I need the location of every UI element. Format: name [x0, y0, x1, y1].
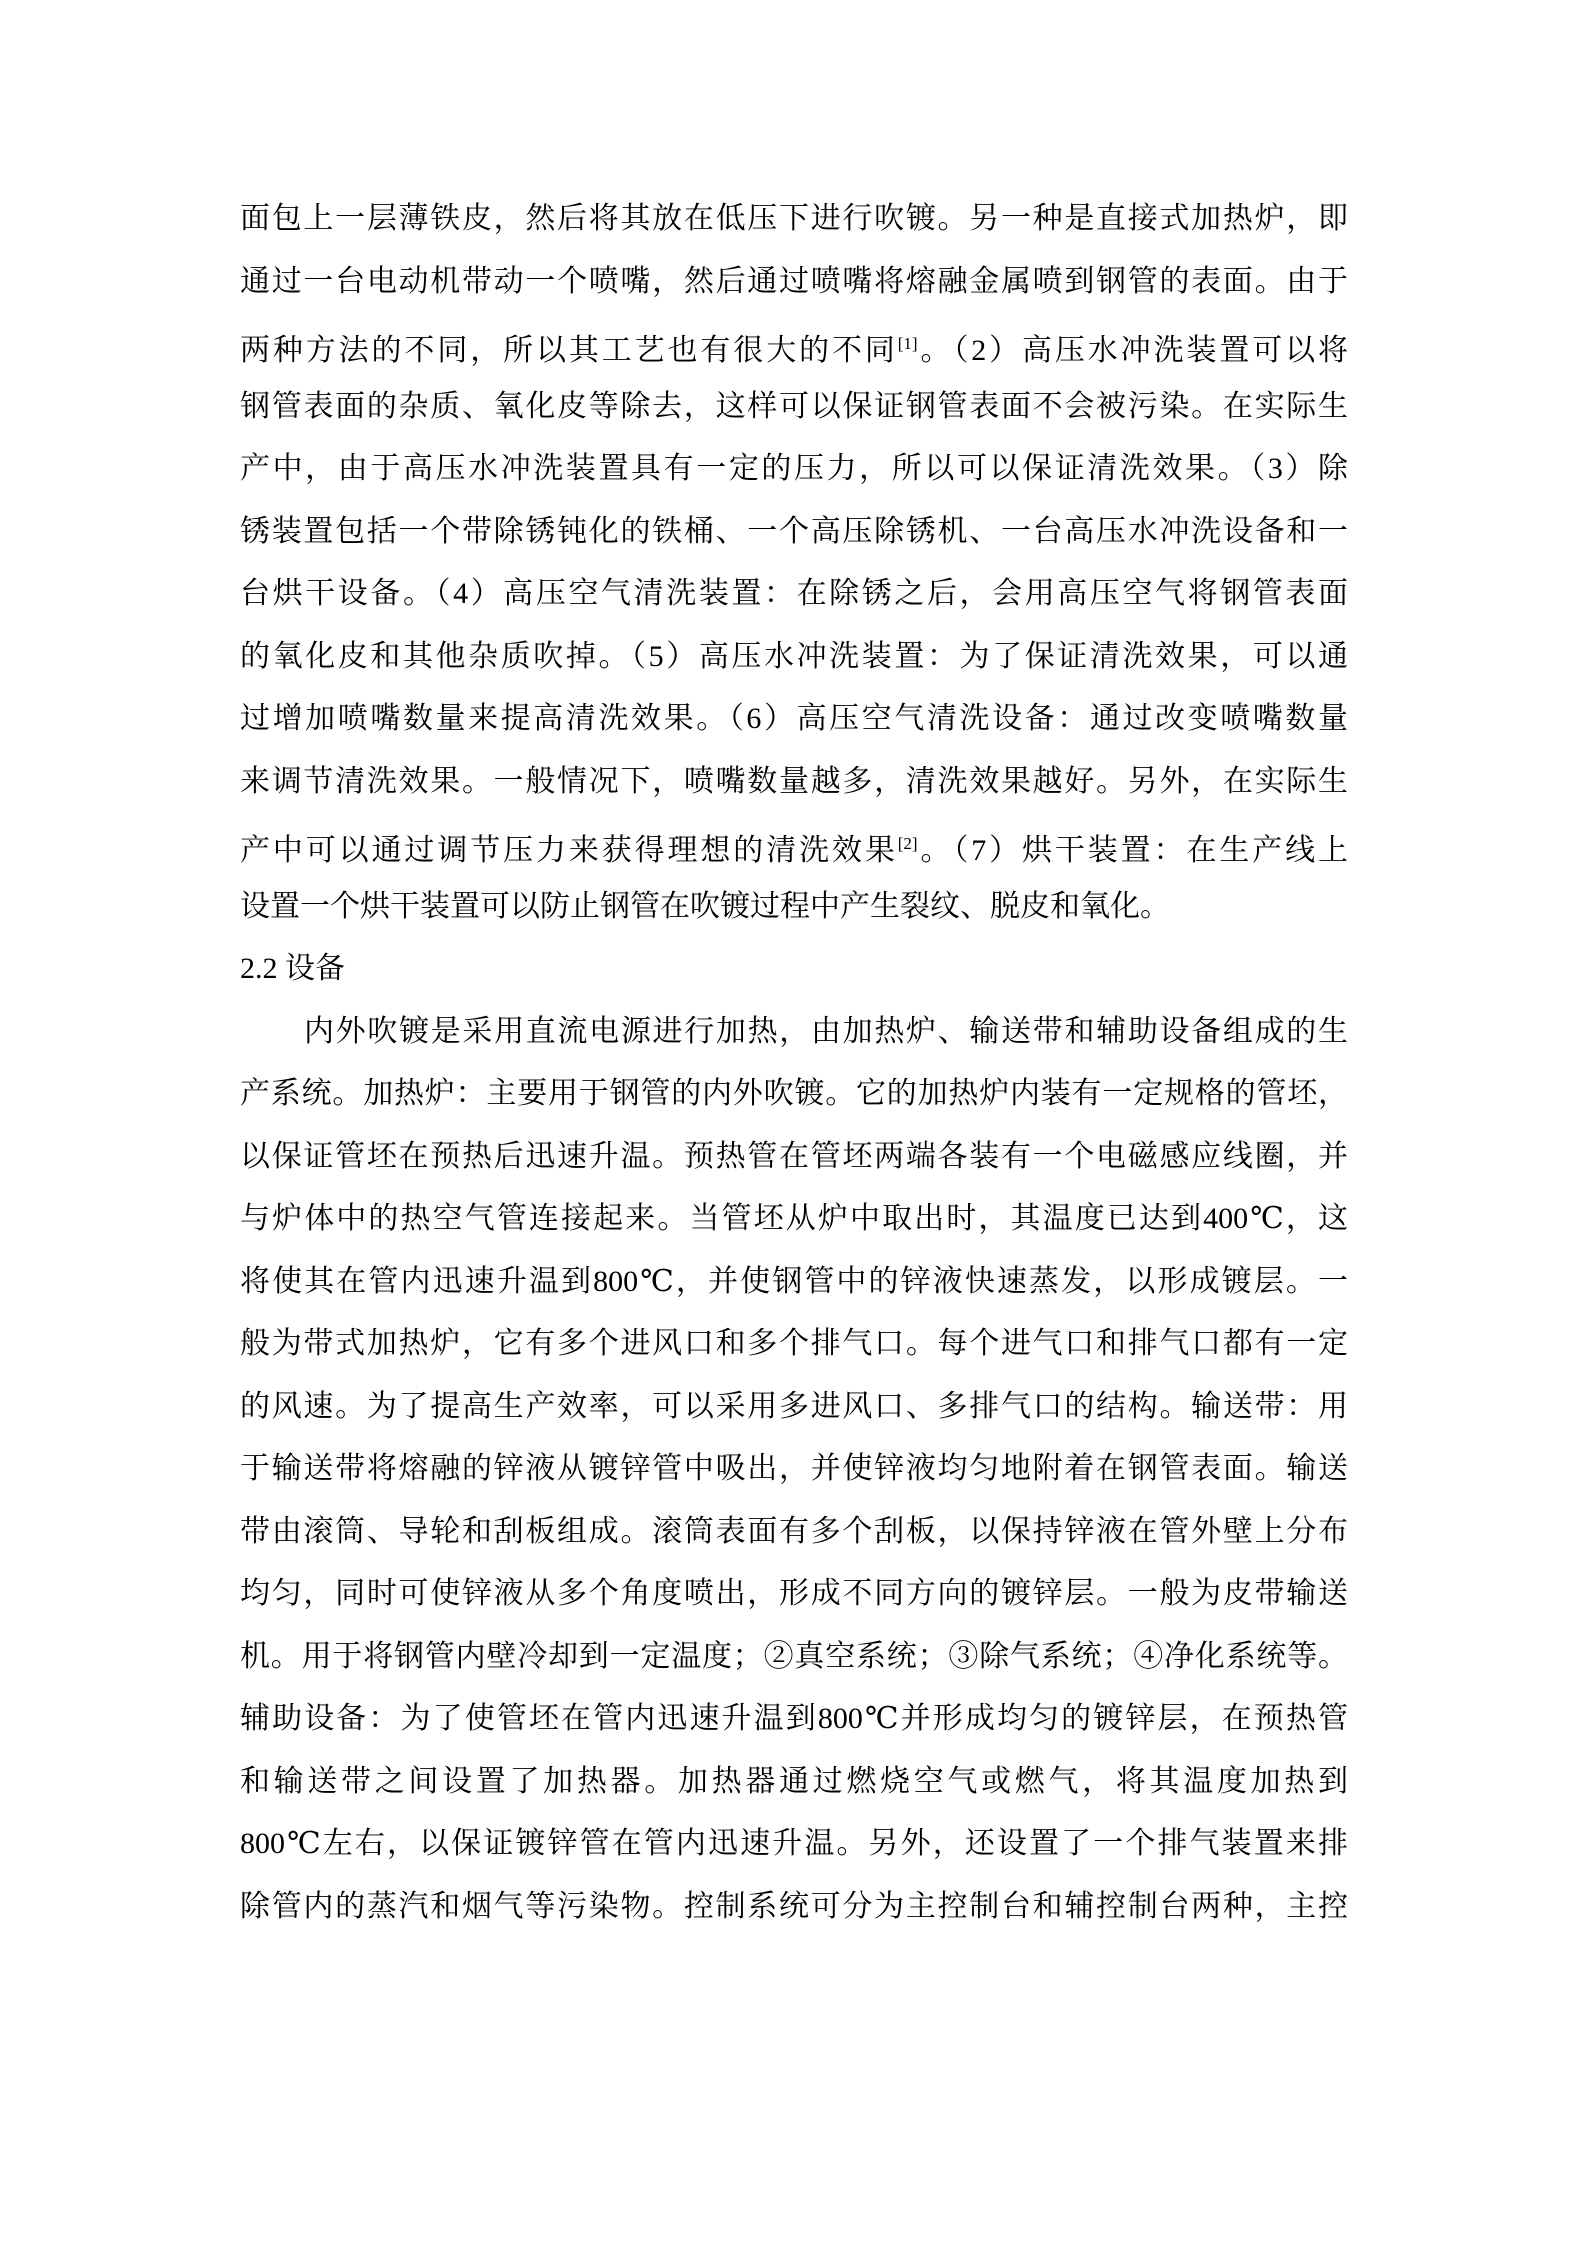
text-line: [240, 688, 1348, 751]
superscript-citation: [2]: [897, 834, 918, 853]
text-line: [240, 1813, 1348, 1876]
text-run: 机。用于将钢管内壁冷却到一定温度；②真空系统；③除气系统；④净化系统等。: [240, 1639, 1348, 1673]
text-run: 2.2 设备: [240, 952, 345, 985]
text-run: 辅助设备：为了使管坯在管内迅速升温到800℃并形成均匀的镀锌层，在预热管: [240, 1702, 1348, 1735]
text-run: 面包上一层薄铁皮，然后将其放在低压下进行吹镀。另一种是直接式加热炉，即: [240, 202, 1348, 235]
text-run: 产系统。加热炉：主要用于钢管的内外吹镀。它的加热炉内装有一定规格的管坯，: [240, 1077, 1348, 1110]
text-line: [240, 188, 1348, 251]
text-line: [240, 1501, 1348, 1564]
section-heading-2-2: [240, 938, 1348, 1001]
text-run: 800℃左右，以保证镀锌管在管内迅速升温。另外，还设置了一个排气装置来排: [240, 1827, 1348, 1860]
text-run: 内外吹镀是采用直流电源进行加热，由加热炉、输送带和辅助设备组成的生: [304, 1014, 1348, 1048]
text-line: [240, 1438, 1348, 1501]
text-run: 通过一台电动机带动一个喷嘴，然后通过喷嘴将熔融金属喷到钢管的表面。由于: [240, 264, 1348, 298]
text-line: [240, 438, 1348, 501]
text-line: [240, 313, 1348, 376]
text-line: [240, 813, 1348, 876]
text-line: [240, 1001, 1348, 1064]
text-run: 钢管表面的杂质、氧化皮等除去，这样可以保证钢管表面不会被污染。在实际生: [240, 389, 1348, 423]
text-run: 来调节清洗效果。一般情况下，喷嘴数量越多，清洗效果越好。另外，在实际生: [240, 764, 1348, 798]
text-line: [240, 501, 1348, 564]
text-line: [240, 376, 1348, 439]
paragraph-equipment: [240, 1001, 1348, 1939]
text-run: 。（7）烘干装置：在生产线上: [917, 834, 1348, 867]
text-run: 产中，由于高压水冲洗装置具有一定的压力，所以可以保证清洗效果。（3）除: [240, 452, 1348, 485]
text-run: 般为带式加热炉，它有多个进风口和多个排气口。每个进气口和排气口都有一定: [240, 1327, 1348, 1360]
text-run: 和输送带之间设置了加热器。加热器通过燃烧空气或燃气，将其温度加热到: [240, 1764, 1348, 1798]
text-line: [240, 1126, 1348, 1189]
text-run: 的风速。为了提高生产效率，可以采用多进风口、多排气口的结构。输送带：用: [240, 1389, 1348, 1423]
text-line: [240, 563, 1348, 626]
text-run: 。（2）高压水冲洗装置可以将: [917, 334, 1348, 367]
text-run: 两种方法的不同，所以其工艺也有很大的不同: [240, 334, 898, 367]
text-run: 台烘干设备。（4）高压空气清洗装置：在除锈之后，会用高压空气将钢管表面: [240, 577, 1348, 610]
text-run: 产中可以通过调节压力来获得理想的清洗效果: [240, 834, 898, 867]
document-body: [240, 188, 1348, 1938]
text-run: 与炉体中的热空气管连接起来。当管坯从炉中取出时，其温度已达到400℃，这: [240, 1202, 1348, 1235]
text-run: 设置一个烘干装置可以防止钢管在吹镀过程中产生裂纹、脱皮和氧化。: [240, 889, 1170, 923]
paragraph-continuation: [240, 188, 1348, 938]
text-line: [240, 1063, 1348, 1126]
text-line: [240, 1563, 1348, 1626]
heading-line: [240, 938, 1348, 1001]
text-line: [240, 1188, 1348, 1251]
text-line: [240, 251, 1348, 314]
text-run: 将使其在管内迅速升温到800℃，并使钢管中的锌液快速蒸发，以形成镀层。一: [240, 1264, 1348, 1298]
text-line: [240, 1751, 1348, 1814]
text-line: [240, 751, 1348, 814]
text-run: 于输送带将熔融的锌液从镀锌管中吸出，并使锌液均匀地附着在钢管表面。输送: [240, 1452, 1348, 1485]
text-run: 过增加喷嘴数量来提高清洗效果。（6）高压空气清洗设备：通过改变喷嘴数量: [240, 702, 1348, 735]
text-line: [240, 626, 1348, 689]
superscript-citation: [1]: [897, 334, 918, 353]
text-line: [240, 1688, 1348, 1751]
text-run: 带由滚筒、导轮和刮板组成。滚筒表面有多个刮板，以保持锌液在管外壁上分布: [240, 1514, 1348, 1548]
text-run: 以保证管坯在预热后迅速升温。预热管在管坯两端各装有一个电磁感应线圈，并: [240, 1139, 1348, 1173]
text-run: 的氧化皮和其他杂质吹掉。（5）高压水冲洗装置：为了保证清洗效果，可以通: [240, 639, 1348, 673]
text-run: 均匀，同时可使锌液从多个角度喷出，形成不同方向的镀锌层。一般为皮带输送: [240, 1577, 1348, 1610]
text-line: [240, 876, 1348, 939]
text-run: 除管内的蒸汽和烟气等污染物。控制系统可分为主控制台和辅控制台两种，主控: [240, 1889, 1348, 1923]
text-line: [240, 1376, 1348, 1439]
text-line: [240, 1251, 1348, 1314]
text-line: [240, 1876, 1348, 1939]
text-run: 锈装置包括一个带除锈钝化的铁桶、一个高压除锈机、一台高压水冲洗设备和一: [240, 514, 1348, 548]
text-line: [240, 1313, 1348, 1376]
text-line: [240, 1626, 1348, 1689]
